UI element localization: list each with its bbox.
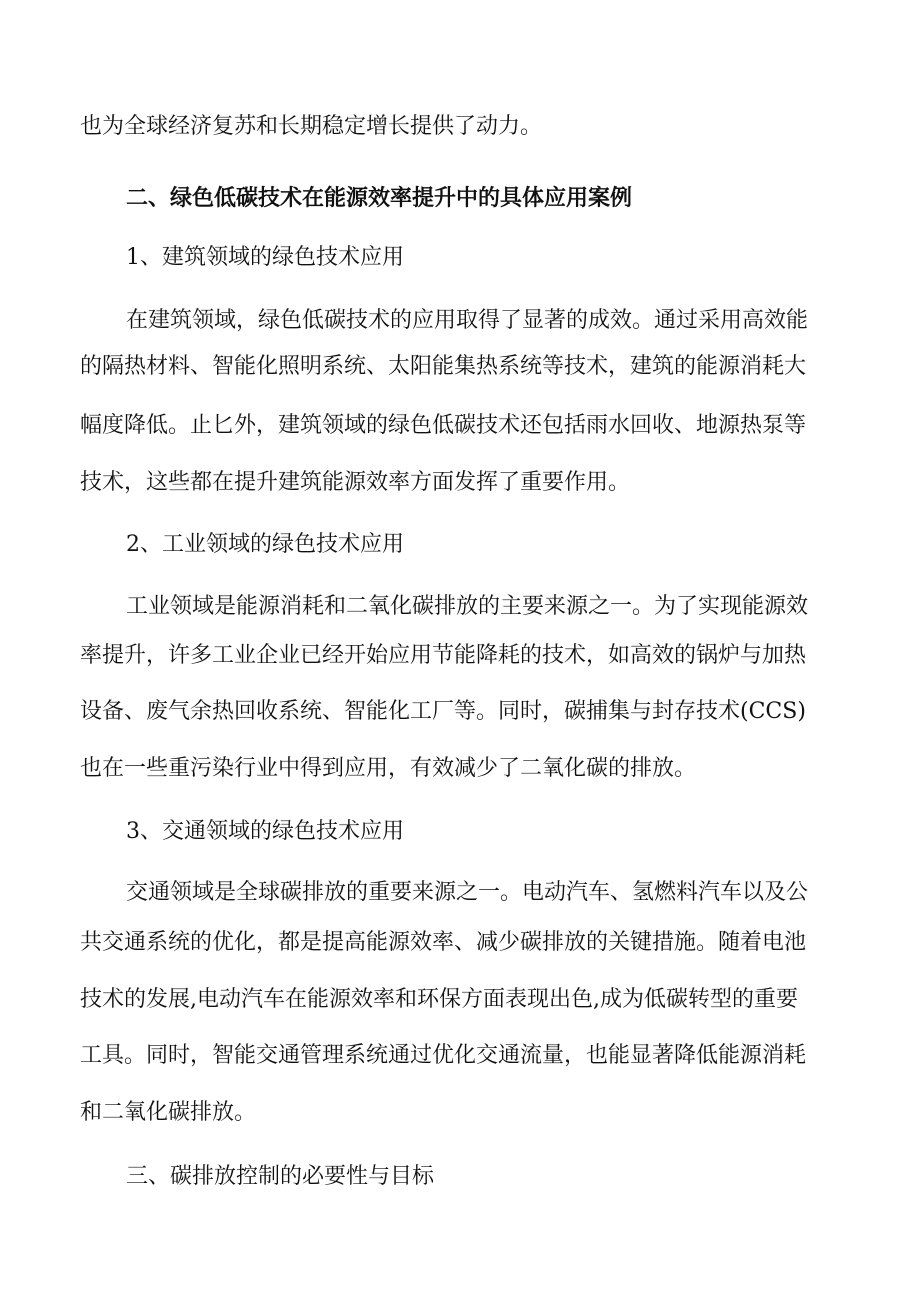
section-3-heading: 三、碳排放控制的必要性与目标 [126,1164,435,1189]
paragraph-building-line-1: 在建筑领域，绿色低碳技术的应用取得了显著的成效。通过采用高效能 [126,308,809,333]
paragraph-building-line-2: 的隔热材料、智能化照明系统、太阳能集热系统等技术，建筑的能源消耗大 [80,354,807,379]
section-2-heading: 二、绿色低碳技术在能源效率提升中的具体应用案例 [126,185,633,211]
paragraph-industry-line-2: 率提升，许多工业企业已经开始应用节能降耗的技术，如高效的锅炉与加热 [80,643,807,668]
paragraph-transport-line-1: 交通领域是全球碳排放的重要来源之一。电动汽车、氢燃料汽车以及公 [126,880,809,905]
paragraph-industry-line-1: 工业领域是能源消耗和二氧化碳排放的主要来源之一。为了实现能源效 [126,594,809,619]
paragraph-transport-line-5: 和二氧化碳排放。 [80,1100,257,1125]
paragraph-transport-line-2: 共交通系统的优化，都是提高能源效率、减少碳排放的关键措施。随着电池 [80,930,807,955]
paragraph-transport-line-3: 技术的发展,电动汽车在能源效率和环保方面表现出色,成为低碳转型的重要 [80,987,798,1012]
subsection-3-heading: 3、交通领域的绿色技术应用 [126,819,404,844]
paragraph-building-line-4: 技术，这些都在提升建筑能源效率方面发挥了重要作用。 [80,470,631,495]
paragraph-industry-line-4: 也在一些重污染行业中得到应用，有效减少了二氧化碳的排放。 [80,756,697,781]
paragraph-building-line-3: 幅度降低。止匕外，建筑领域的绿色低碳技术还包括雨水回收、地源热泵等 [80,413,807,438]
paragraph-industry-line-3: 设备、废气余热回收系统、智能化工厂等。同时，碳捕集与封存技术(CCS) [80,699,806,724]
subsection-2-heading: 2、工业领域的绿色技术应用 [126,532,404,557]
paragraph-transport-line-4: 工具。同时，智能交通管理系统通过优化交通流量，也能显著降低能源消耗 [80,1043,807,1068]
paragraph-intro-tail: 也为全球经济复苏和长期稳定增长提供了动力。 [80,114,543,139]
subsection-1-heading: 1、建筑领域的绿色技术应用 [126,245,404,270]
